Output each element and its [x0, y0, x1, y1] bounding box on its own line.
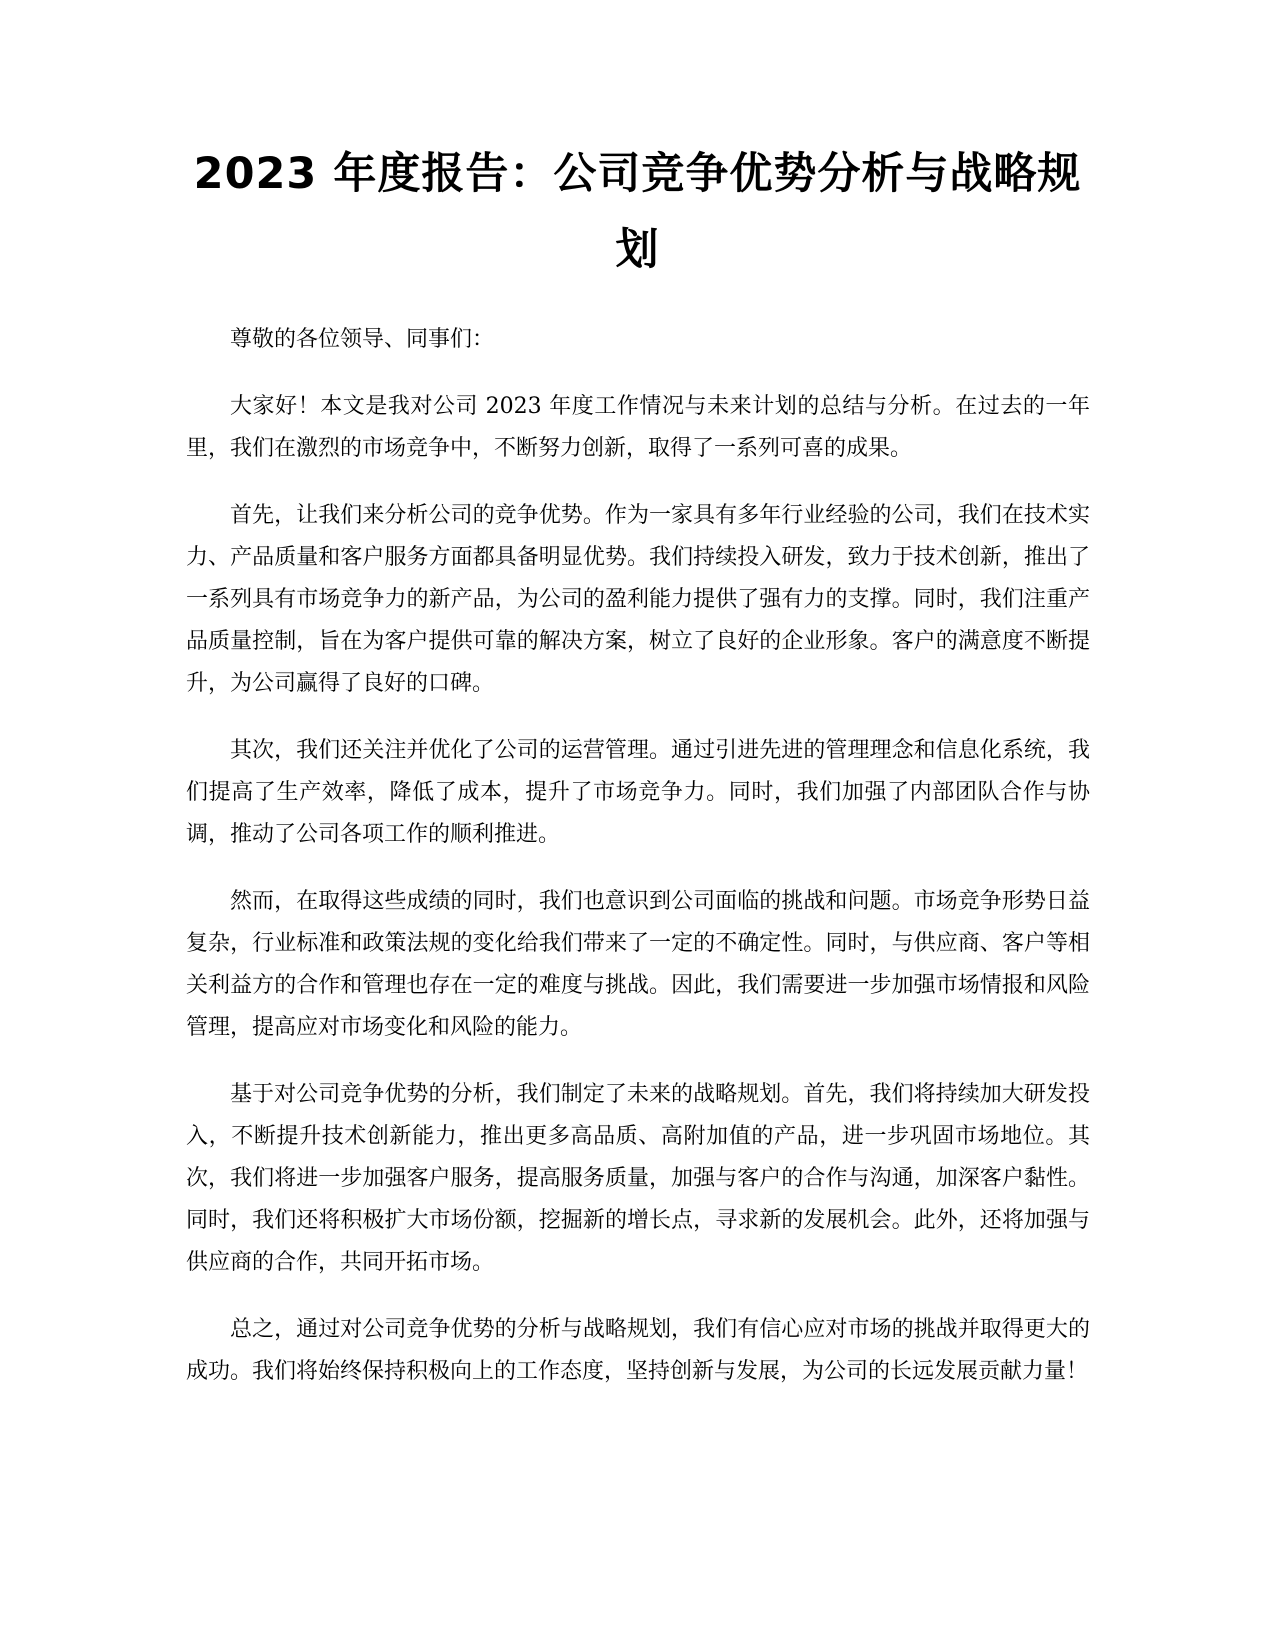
paragraph-challenges: 然而，在取得这些成绩的同时，我们也意识到公司面临的挑战和问题。市场竞争形势日益复杂，行业标准和政策法规的变化给我们带来了一定的不确定性。同时，与供应商、客户等相关利益方的合作和管理也存在一定的难度与挑战。因此，我们需要进一步加强市场情报和风险管理，提高应对市场变化和风险的能力。: [186, 889, 1090, 1040]
paragraph-strategy: 基于对公司竞争优势的分析，我们制定了未来的战略规划。首先，我们将持续加大研发投入，不断提升技术创新能力，推出更多高品质、高附加值的产品，进一步巩固市场地位。其次，我们将进一步加强客户服务，提高服务质量，加强与客户的合作与沟通，加深客户黏性。同时，我们还将积极扩大市场份额，挖掘新的增长点，寻求新的发展机会。此外，还将加强与供应商的合作，共同开拓市场。: [186, 1082, 1090, 1275]
document-title: 2023 年度报告：公司竞争优势分析与战略规划: [193, 149, 1082, 275]
document-body: [186, 319, 1090, 1418]
salutation: 尊敬的各位领导、同事们：: [230, 327, 495, 352]
paragraph-conclusion: 总之，通过对公司竞争优势的分析与战略规划，我们有信心应对市场的挑战并取得更大的成功。我们将始终保持积极向上的工作态度，坚持创新与发展，为公司的长远发展贡献力量！: [186, 1317, 1090, 1384]
paragraph-intro: 大家好！本文是我对公司 2023 年度工作情况与未来计划的总结与分析。在过去的一年里，我们在激烈的市场竞争中，不断努力创新，取得了一系列可喜的成果。: [186, 394, 1090, 461]
paragraph-competitive-advantage: 首先，让我们来分析公司的竞争优势。作为一家具有多年行业经验的公司，我们在技术实力、产品质量和客户服务方面都具备明显优势。我们持续投入研发，致力于技术创新，推出了一系列具有市场竞争力的新产品，为公司的盈利能力提供了强有力的支撑。同时，我们注重产品质量控制，旨在为客户提供可靠的解决方案，树立了良好的企业形象。客户的满意度不断提升，为公司赢得了良好的口碑。: [186, 503, 1090, 696]
paragraph-operations: 其次，我们还关注并优化了公司的运营管理。通过引进先进的管理理念和信息化系统，我们提高了生产效率，降低了成本，提升了市场竞争力。同时，我们加强了内部团队合作与协调，推动了公司各项工作的顺利推进。: [186, 738, 1090, 847]
